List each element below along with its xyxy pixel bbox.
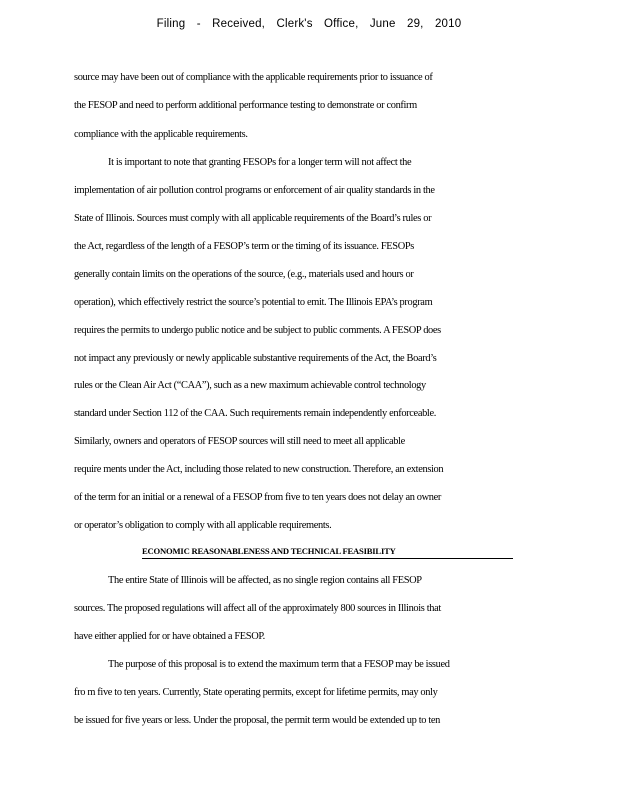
body-line: rules or the Clean Air Act (“CAA”), such as a new maximum achievable control technology: [74, 380, 426, 391]
body-line: be issued for five years or less. Under the proposal, the permit term would be extended up to ten: [74, 715, 440, 726]
body-line: generally contain limits on the operations of the source, (e.g., materials used and hours or: [74, 269, 414, 280]
paragraph-start-line: The entire State of Illinois will be affected, as no single region contains all FESOP: [108, 575, 422, 586]
body-line: fro m five to ten years. Currently, State operating permits, except for lifetime permits, may only: [74, 687, 438, 698]
body-line: not impact any previously or newly applicable substantive requirements of the Act, the Board’s: [74, 353, 437, 364]
paragraph-start-line: It is important to note that granting FESOPs for a longer term will not affect the: [108, 157, 412, 168]
body-line: the FESOP and need to perform additional performance testing to demonstrate or confirm: [74, 100, 417, 111]
body-line: compliance with the applicable requirements.: [74, 129, 248, 140]
body-line: the Act, regardless of the length of a FESOP’s term or the timing of its issuance. FESOPs: [74, 241, 414, 252]
body-line: have either applied for or have obtained a FESOP.: [74, 631, 265, 642]
body-line: source may have been out of compliance with the applicable requirements prior to issuance of: [74, 72, 433, 83]
section-heading: ECONOMIC REASONABLENESS AND TECHNICAL FEASIBILITY: [142, 546, 396, 556]
body-line: Similarly, owners and operators of FESOP sources will still need to meet all applicable: [74, 436, 405, 447]
body-line: requires the permits to undergo public notice and be subject to public comments. A FESOP does: [74, 325, 441, 336]
section-heading-underline: [142, 558, 513, 559]
body-line: of the term for an initial or a renewal of a FESOP from five to ten years does not delay an owner: [74, 492, 442, 503]
body-line: implementation of air pollution control programs or enforcement of air quality standards in the: [74, 185, 435, 196]
body-line: require ments under the Act, including those related to new construction. Therefore, an extension: [74, 464, 444, 475]
body-line: operation), which effectively restrict the source’s potential to emit. The Illinois EPA’s program: [74, 297, 433, 308]
body-line: State of Illinois. Sources must comply with all applicable requirements of the Board’s rules or: [74, 213, 432, 224]
body-line: or operator’s obligation to comply with all applicable requirements.: [74, 520, 332, 531]
body-line: standard under Section 112 of the CAA. Such requirements remain independently enforceable.: [74, 408, 436, 419]
filing-header: Filing - Received, Clerk's Office, June 29, 2010: [156, 18, 462, 30]
paragraph-start-line: The purpose of this proposal is to extend the maximum term that a FESOP may be issued: [108, 659, 450, 670]
body-line: sources. The proposed regulations will affect all of the approximately 800 sources in Illinois that: [74, 603, 441, 614]
